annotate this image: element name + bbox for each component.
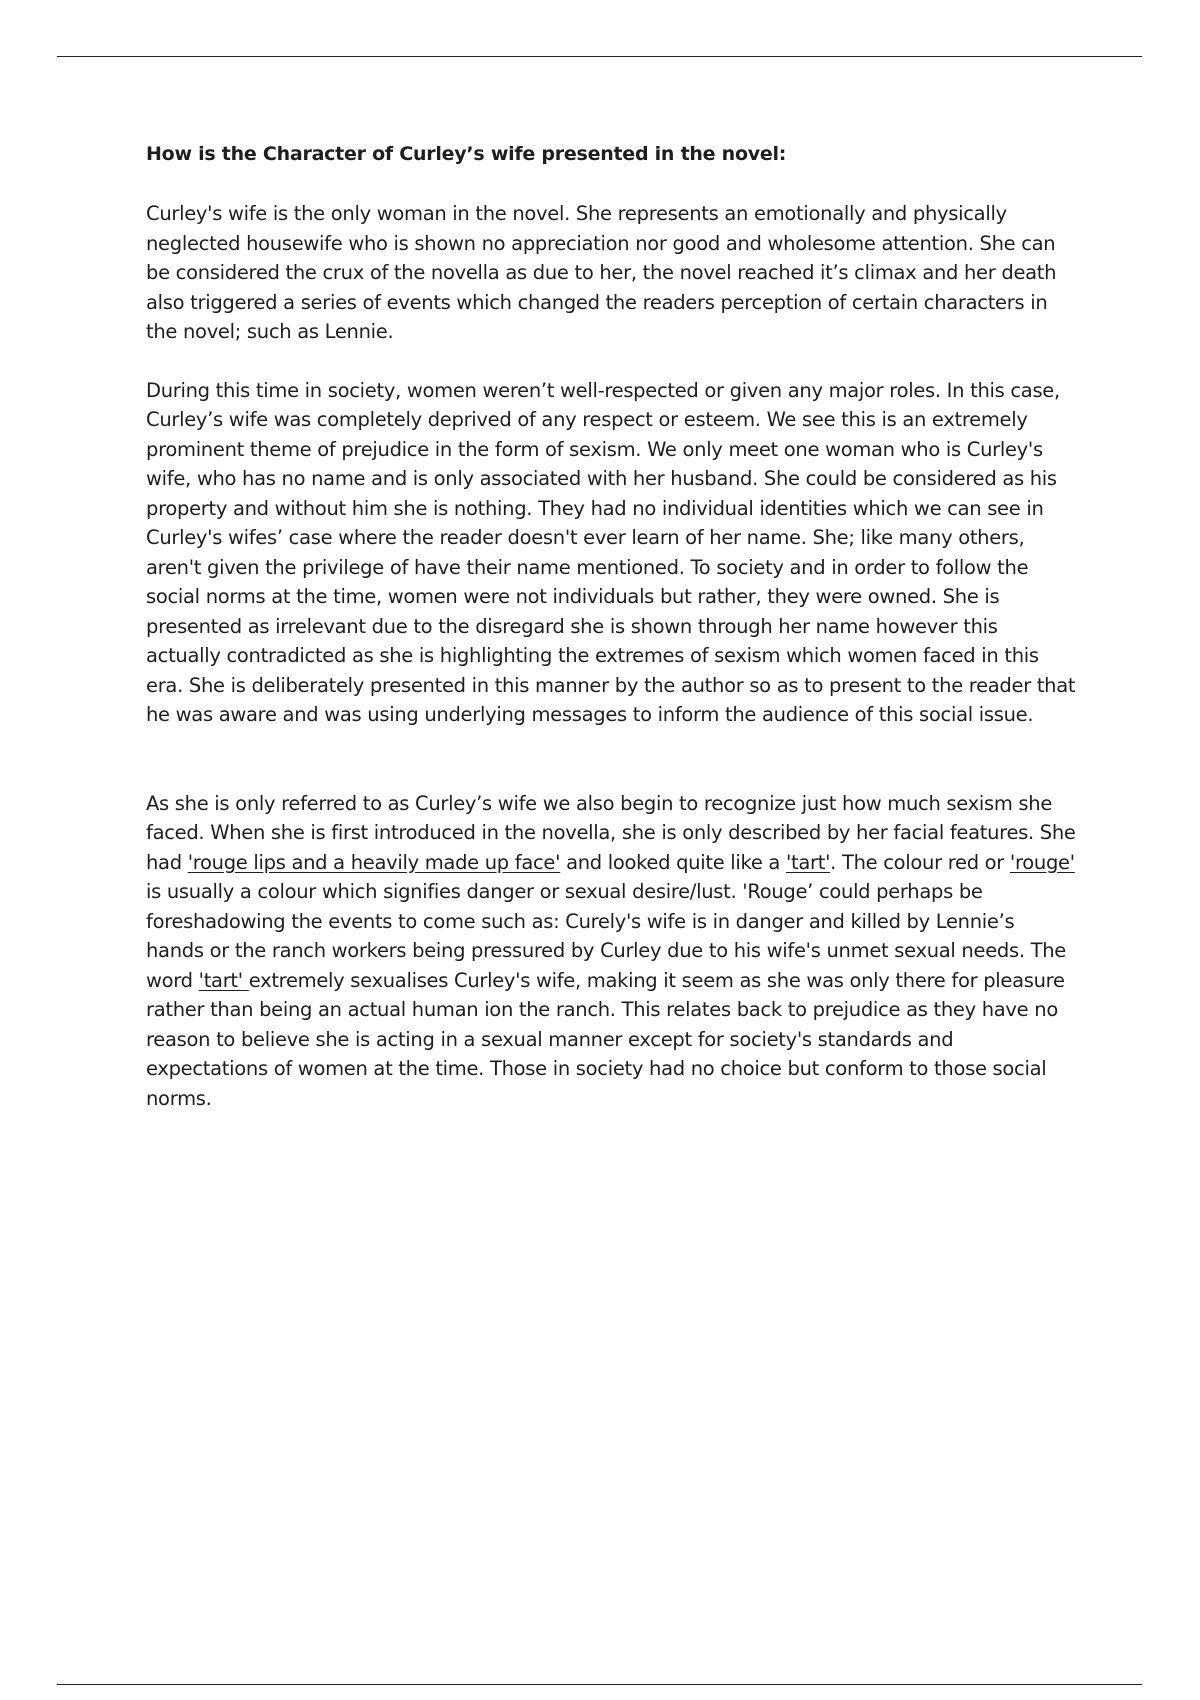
page-bottom-rule	[57, 1684, 1142, 1685]
essay-heading: How is the Character of Curley’s wife presented in the novel:	[146, 143, 787, 165]
paragraph-text: extremely sexualises Curley's wife, making it seem as she was only there for pleasure rather than being an actual human ion the ranch. This relates back to prejudice as they have no reason to believe she is acting in a sexual manner except for society's standards and expectations of women at the time. Those in society had no choice but conform to those social norms.	[146, 968, 1065, 1110]
quote-rouge: 'rouge'	[1009, 850, 1075, 874]
page-top-rule	[57, 56, 1142, 57]
quote-tart: 'tart'	[785, 850, 831, 874]
paragraph-description	[146, 789, 1076, 1114]
paragraph-introduction: Curley's wife is the only woman in the novel. She represents an emotionally and physically neglected housewife who is shown no appreciation nor good and wholesome attention. She can be considered the crux of the novella as due to her, the novel reached it’s climax and her death also triggered a series of events which changed the readers perception of certain characters in the novel; such as Lennie.	[146, 202, 1057, 343]
paragraph-text: is usually a colour which signifies danger or sexual desire/lust. 'Rouge’ could perhaps be foreshadowing the events to come such as: Curely's wife is in danger and killed by Lennie’s hands or the ranch workers being pressured by Curley due to his wife's unmet sexual needs. The word	[146, 880, 1066, 992]
paragraph-society: During this time in society, women weren’t well-respected or given any major roles. In this case, Curley’s wife was completely deprived of any respect or esteem. We see this is an extremely prominent theme of prejudice in the form of sexism. We only meet one woman who is Curley's wife, who has no name and is only associated with her husband. She could be considered as his property and without him she is nothing. They had no individual identities which we can see in Curley's wifes’ case where the reader doesn't ever learn of her name. She; like many others, aren't given the privilege of have their name mentioned. To society and in order to follow the social norms at the time, women were not individuals but rather, they were owned. She is presented as irrelevant due to the disregard she is shown through her name however this actually contradicted as she is highlighting the extremes of sexism which women faced in this era. She is deliberately presented in this manner by the author so as to present to the reader that he was aware and was using underlying messages to inform the audience of this social issue.	[146, 378, 1076, 726]
document-body	[146, 140, 1076, 1113]
paragraph-text: . The colour red or	[830, 850, 1010, 874]
paragraph-text: As she is only referred to as Curley’s wife we also begin to recognize just how much sexism she faced. When she is first introduced in the novella, she is only described by her facial features. She had	[146, 791, 1076, 874]
quote-tart-second: 'tart'	[198, 968, 249, 992]
quote-rouge-lips: 'rouge lips and a heavily made up face'	[187, 850, 561, 874]
paragraph-text: and looked quite like a	[560, 850, 786, 874]
